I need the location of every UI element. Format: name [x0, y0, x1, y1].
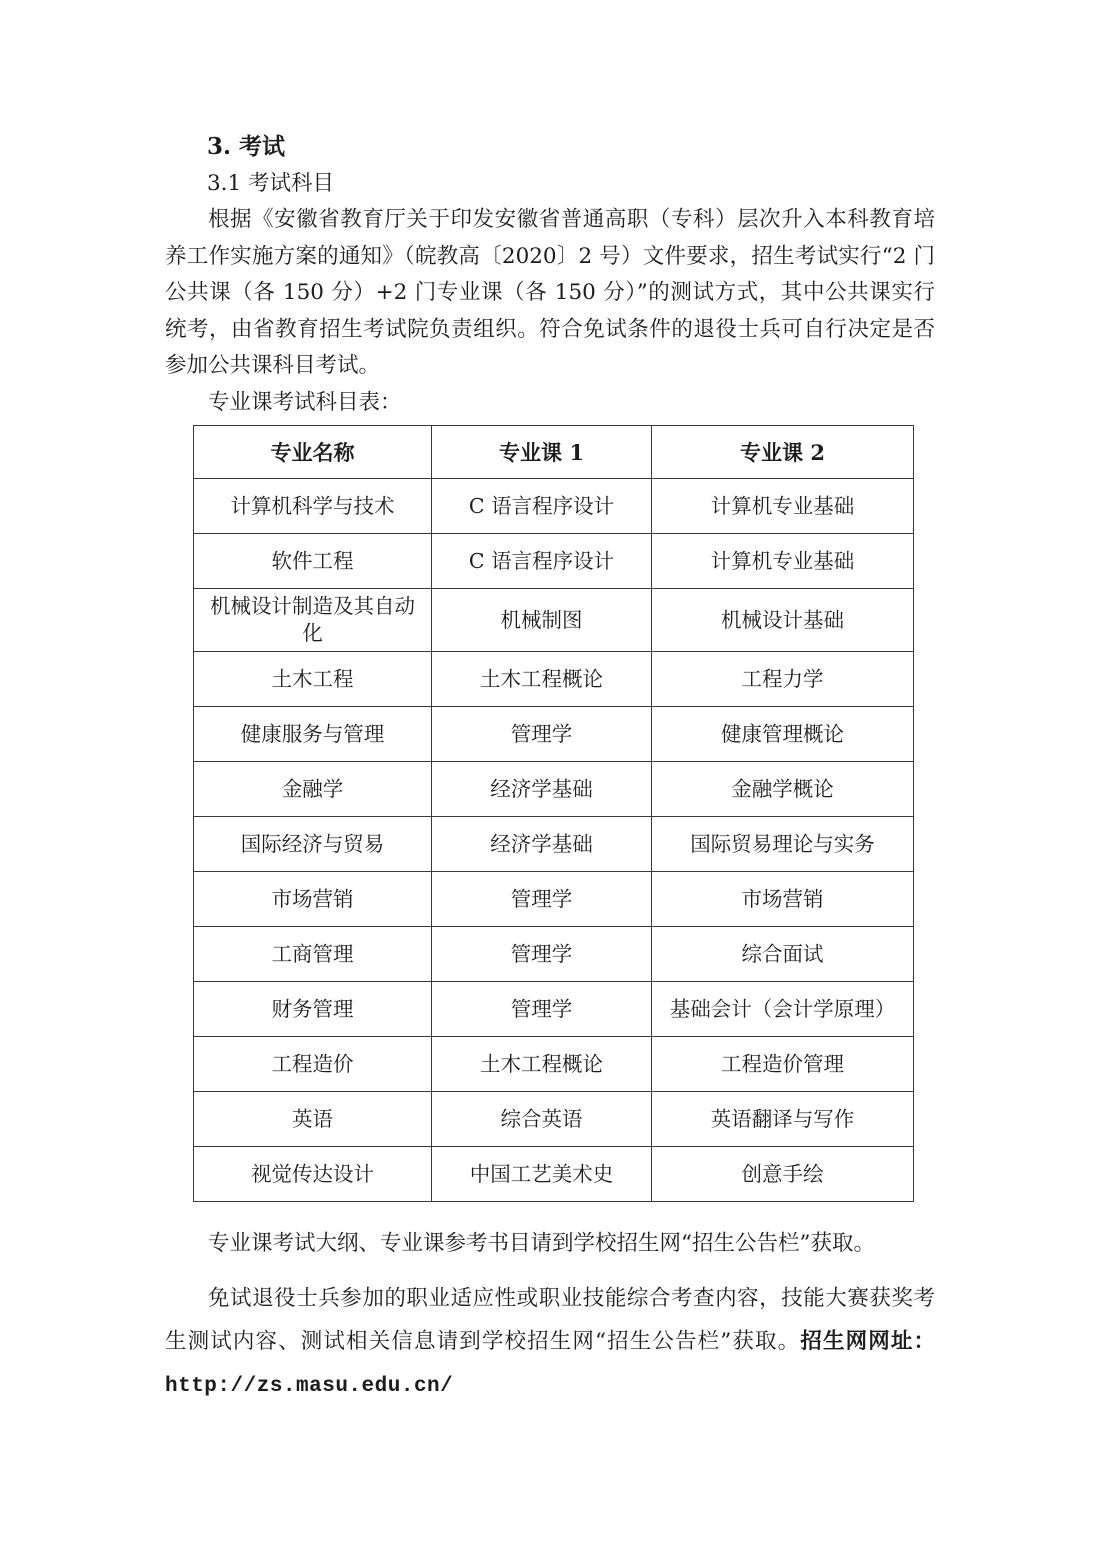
- table-cell-major: 视觉传达设计: [194, 1147, 432, 1202]
- admissions-site-label: 招生网网址：: [800, 1329, 935, 1354]
- subsection-heading: 3.1 考试科目: [207, 171, 335, 196]
- table-caption: 专业课考试科目表：: [208, 389, 402, 415]
- table-row: [194, 589, 914, 652]
- column-header-subject-2: 专业课 2: [652, 426, 914, 479]
- table-cell-subject1: 管理学: [432, 707, 652, 762]
- footer-notice-2-text: 免试退役士兵参加的职业适应性或职业技能综合考查内容，技能大赛获奖考生测试内容、测试相关信息请到学校招生网“招生公告栏”获取。: [165, 1286, 935, 1354]
- column-header-subject-1: 专业课 1: [432, 426, 652, 479]
- table-cell-major: 软件工程: [194, 534, 432, 589]
- table-cell-subject1: 管理学: [432, 927, 652, 982]
- table-cell-subject1: C 语言程序设计: [432, 479, 652, 534]
- table-cell-major: 财务管理: [194, 982, 432, 1037]
- intro-paragraph: 根据《安徽省教育厅关于印发安徽省普通高职（专科）层次升入本科教育培养工作实施方案的通知》（皖教高〔2020〕2 号）文件要求，招生考试实行“2 门公共课（各 150 分）+2 门专业课（各 150 分）”的测试方式，其中公共课实行统考，由省教育招生考试院负责组织。符合免试条件的退役士兵可自行决定是否参加公共课科目考试。: [165, 207, 935, 378]
- table-row: [194, 1147, 914, 1202]
- column-header-major-name: 专业名称: [194, 426, 432, 479]
- table-row: [194, 872, 914, 927]
- table-row: [194, 426, 914, 479]
- table-cell-subject2: 工程力学: [652, 652, 914, 707]
- table-row: [194, 479, 914, 534]
- table-cell-subject2: 工程造价管理: [652, 1037, 914, 1092]
- table-cell-subject1: 土木工程概论: [432, 652, 652, 707]
- table-cell-subject1: C 语言程序设计: [432, 534, 652, 589]
- table-cell-subject2: 机械设计基础: [652, 589, 914, 652]
- table-cell-subject2: 计算机专业基础: [652, 479, 914, 534]
- table-cell-major: 机械设计制造及其自动化: [194, 589, 432, 652]
- table-cell-subject2: 基础会计（会计学原理）: [652, 982, 914, 1037]
- table-cell-major: 健康服务与管理: [194, 707, 432, 762]
- table-cell-subject1: 机械制图: [432, 589, 652, 652]
- table-row: [194, 534, 914, 589]
- table-cell-subject1: 土木工程概论: [432, 1037, 652, 1092]
- table-row: [194, 1037, 914, 1092]
- table-cell-subject1: 管理学: [432, 872, 652, 927]
- section-heading: 3. 考试: [207, 133, 286, 160]
- footer-notice-1: 专业课考试大纲、专业课参考书目请到学校招生网“招生公告栏”获取。: [208, 1231, 875, 1256]
- table-cell-subject1: 综合英语: [432, 1092, 652, 1147]
- table-cell-subject2: 创意手绘: [652, 1147, 914, 1202]
- table-cell-major: 工程造价: [194, 1037, 432, 1092]
- table-cell-subject2: 健康管理概论: [652, 707, 914, 762]
- table-header-row: [194, 426, 914, 479]
- admissions-site-url: http://zs.masu.edu.cn/: [165, 1375, 454, 1398]
- table-cell-subject2: 英语翻译与写作: [652, 1092, 914, 1147]
- table-row: [194, 1092, 914, 1147]
- table-row: [194, 762, 914, 817]
- table-cell-subject2: 国际贸易理论与实务: [652, 817, 914, 872]
- table-row: [194, 927, 914, 982]
- table-cell-subject2: 计算机专业基础: [652, 534, 914, 589]
- table-cell-subject1: 管理学: [432, 982, 652, 1037]
- table-cell-subject2: 综合面试: [652, 927, 914, 982]
- table-cell-subject2: 市场营销: [652, 872, 914, 927]
- table-cell-major: 金融学: [194, 762, 432, 817]
- table-cell-subject1: 经济学基础: [432, 817, 652, 872]
- table-cell-major: 国际经济与贸易: [194, 817, 432, 872]
- table-cell-major: 土木工程: [194, 652, 432, 707]
- table-cell-subject1: 经济学基础: [432, 762, 652, 817]
- table-cell-major: 计算机科学与技术: [194, 479, 432, 534]
- table-cell-subject2: 金融学概论: [652, 762, 914, 817]
- table-row: [194, 707, 914, 762]
- exam-subjects-table: [193, 425, 914, 1202]
- footer-notice-2: [165, 1277, 935, 1408]
- table-row: [194, 982, 914, 1037]
- table-cell-subject1: 中国工艺美术史: [432, 1147, 652, 1202]
- table-cell-major: 英语: [194, 1092, 432, 1147]
- table-row: [194, 817, 914, 872]
- table-row: [194, 652, 914, 707]
- table-cell-major: 工商管理: [194, 927, 432, 982]
- table-cell-major: 市场营销: [194, 872, 432, 927]
